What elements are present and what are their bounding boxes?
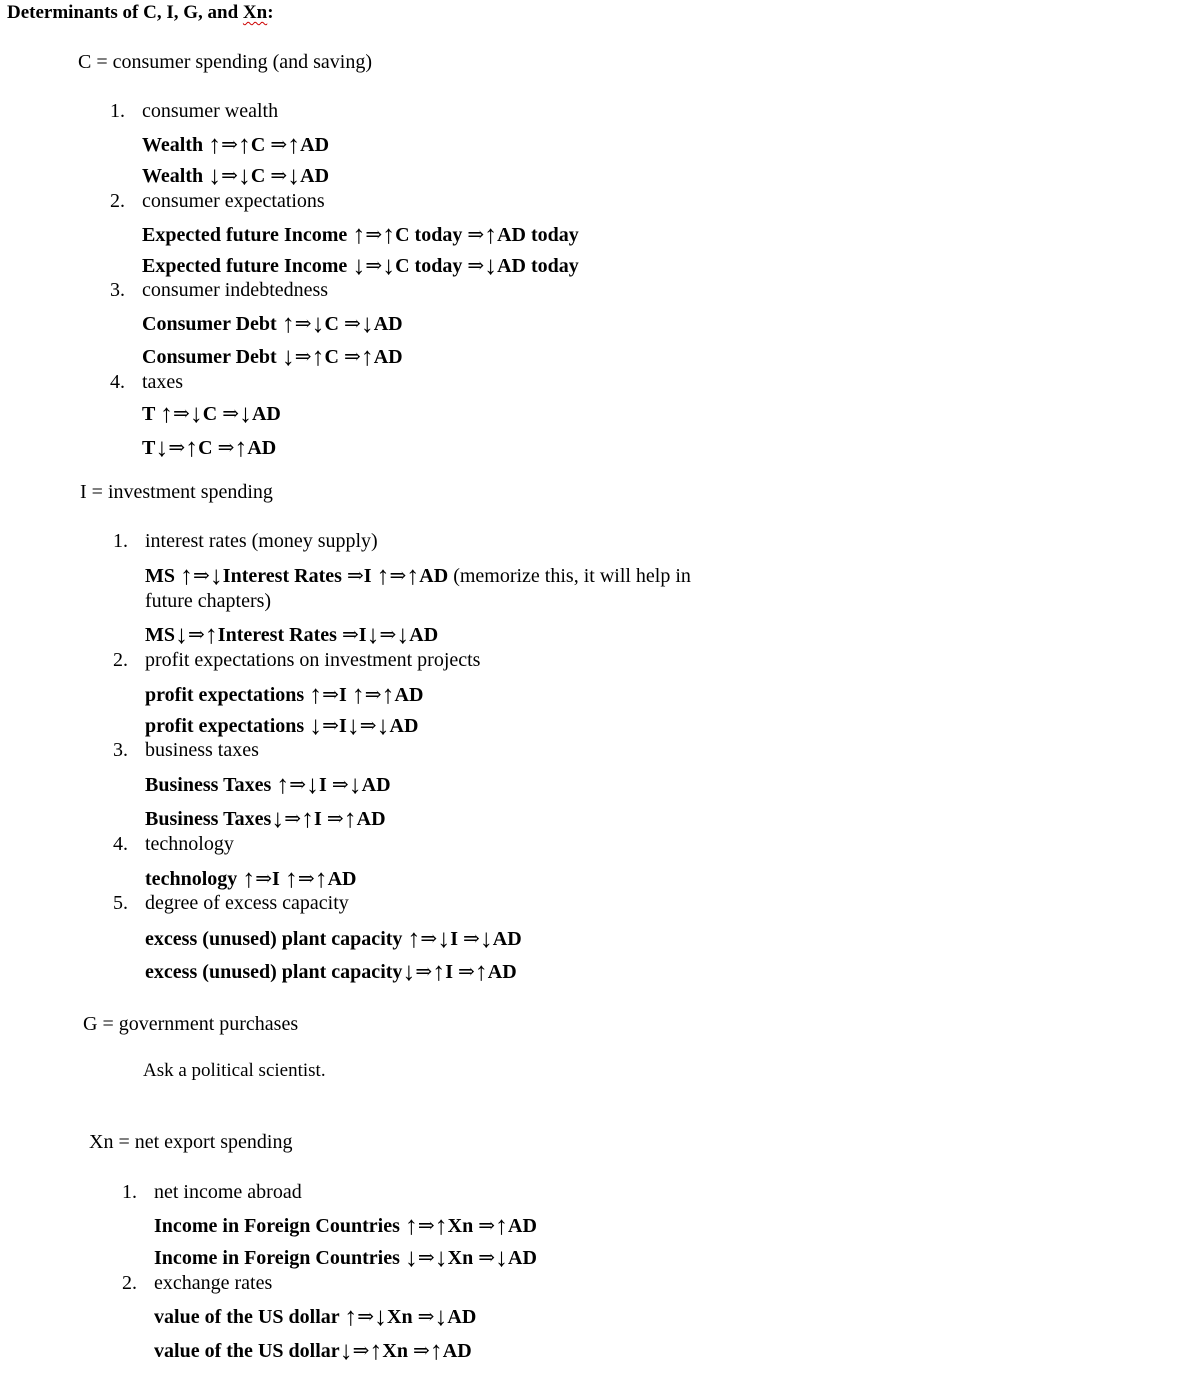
rule-line: Consumer Debt ↑⇒↓C ⇒↓AD bbox=[142, 309, 403, 338]
section-heading-xn: Xn = net export spending bbox=[89, 1131, 293, 1153]
list-item: 2. consumer expectations bbox=[110, 190, 325, 212]
rule-line: technology ↑⇒I ↑⇒↑AD bbox=[145, 864, 357, 893]
implies-arrow-icon: ⇒ bbox=[270, 165, 288, 187]
rule-line: Consumer Debt ↓⇒↑C ⇒↑AD bbox=[142, 342, 403, 371]
rule-line: value of the US dollar ↑⇒↓Xn ⇒↓AD bbox=[154, 1302, 477, 1331]
down-arrow-icon: ↓ bbox=[281, 342, 295, 371]
rule-line: MS ↑⇒↓Interest Rates ⇒I ↑⇒↑AD (memorize this, it will help in bbox=[145, 561, 691, 590]
up-arrow-icon: ↑ bbox=[208, 130, 222, 159]
list-item: 3. business taxes bbox=[113, 739, 259, 761]
implies-arrow-icon: ⇒ bbox=[346, 565, 364, 587]
implies-arrow-icon: ⇒ bbox=[331, 774, 349, 796]
list-item: 1. interest rates (money supply) bbox=[113, 530, 378, 552]
implies-arrow-icon: ⇒ bbox=[413, 1340, 430, 1362]
rule-note: future chapters) bbox=[145, 590, 272, 612]
implies-arrow-icon: ⇒ bbox=[193, 565, 210, 587]
down-arrow-icon: ↓ bbox=[238, 399, 252, 428]
implies-arrow-icon: ⇒ bbox=[341, 624, 359, 646]
implies-arrow-icon: ⇒ bbox=[343, 313, 361, 335]
implies-arrow-icon: ⇒ bbox=[359, 715, 377, 737]
implies-arrow-icon: ⇒ bbox=[417, 1306, 435, 1328]
up-arrow-icon: ↑ bbox=[474, 957, 488, 986]
up-arrow-icon: ↑ bbox=[237, 130, 251, 159]
rule-line: profit expectations ↓⇒I↓⇒↓AD bbox=[145, 711, 419, 740]
up-arrow-icon: ↑ bbox=[360, 342, 374, 371]
up-arrow-icon: ↑ bbox=[429, 1336, 443, 1365]
up-arrow-icon: ↑ bbox=[382, 220, 396, 249]
list-item: 2. profit expectations on investment projects bbox=[113, 649, 481, 671]
down-arrow-icon: ↓ bbox=[366, 620, 380, 649]
section-heading-i: I = investment spending bbox=[80, 481, 273, 503]
implies-arrow-icon: ⇒ bbox=[222, 403, 239, 425]
down-arrow-icon: ↓ bbox=[484, 251, 498, 280]
up-arrow-icon: ↑ bbox=[343, 804, 357, 833]
down-arrow-icon: ↓ bbox=[287, 161, 301, 190]
rule-line: Income in Foreign Countries ↑⇒↑Xn ⇒↑AD bbox=[154, 1211, 537, 1240]
down-arrow-icon: ↓ bbox=[311, 309, 325, 338]
up-arrow-icon: ↑ bbox=[351, 680, 365, 709]
rule-line: profit expectations ↑⇒I ↑⇒↑AD bbox=[145, 680, 424, 709]
list-item: 1. consumer wealth bbox=[110, 100, 279, 122]
down-arrow-icon: ↓ bbox=[404, 1243, 418, 1272]
implies-arrow-icon: ⇒ bbox=[294, 346, 312, 368]
down-arrow-icon: ↓ bbox=[434, 1243, 448, 1272]
up-arrow-icon: ↑ bbox=[407, 924, 421, 953]
implies-arrow-icon: ⇒ bbox=[415, 961, 433, 983]
implies-arrow-icon: ⇒ bbox=[457, 961, 475, 983]
down-arrow-icon: ↓ bbox=[374, 1302, 388, 1331]
implies-arrow-icon: ⇒ bbox=[297, 868, 315, 890]
implies-arrow-icon: ⇒ bbox=[467, 255, 485, 277]
rule-line: T ↑⇒↓C ⇒↓AD bbox=[142, 399, 281, 428]
implies-arrow-icon: ⇒ bbox=[478, 1215, 495, 1237]
down-arrow-icon: ↓ bbox=[209, 561, 223, 590]
down-arrow-icon: ↓ bbox=[382, 251, 396, 280]
up-arrow-icon: ↑ bbox=[311, 342, 325, 371]
up-arrow-icon: ↑ bbox=[434, 1211, 448, 1240]
up-arrow-icon: ↑ bbox=[276, 770, 290, 799]
section-heading-g: G = government purchases bbox=[83, 1013, 299, 1035]
up-arrow-icon: ↑ bbox=[404, 1211, 418, 1240]
implies-arrow-icon: ⇒ bbox=[289, 774, 307, 796]
implies-arrow-icon: ⇒ bbox=[188, 624, 205, 646]
rule-line: Expected future Income ↑⇒↑C today ⇒↑AD today bbox=[142, 220, 579, 249]
rule-line: Expected future Income ↓⇒↓C today ⇒↓AD today bbox=[142, 251, 579, 280]
down-arrow-icon: ↓ bbox=[339, 1336, 353, 1365]
up-arrow-icon: ↑ bbox=[204, 620, 218, 649]
down-arrow-icon: ↓ bbox=[402, 957, 416, 986]
implies-arrow-icon: ⇒ bbox=[365, 224, 383, 246]
implies-arrow-icon: ⇒ bbox=[364, 684, 382, 706]
implies-arrow-icon: ⇒ bbox=[221, 165, 238, 187]
up-arrow-icon: ↑ bbox=[432, 957, 446, 986]
down-arrow-icon: ↓ bbox=[309, 711, 323, 740]
section-text: Ask a political scientist. bbox=[143, 1060, 326, 1081]
list-item: 3. consumer indebtedness bbox=[110, 279, 329, 301]
up-arrow-icon: ↑ bbox=[344, 1302, 358, 1331]
implies-arrow-icon: ⇒ bbox=[172, 403, 190, 425]
up-arrow-icon: ↑ bbox=[180, 561, 194, 590]
down-arrow-icon: ↓ bbox=[346, 711, 360, 740]
implies-arrow-icon: ⇒ bbox=[365, 255, 383, 277]
down-arrow-icon: ↓ bbox=[437, 924, 451, 953]
implies-arrow-icon: ⇒ bbox=[270, 134, 288, 156]
up-arrow-icon: ↑ bbox=[406, 561, 420, 590]
rule-line: Business Taxes ↑⇒↓I ⇒↓AD bbox=[145, 770, 391, 799]
up-arrow-icon: ↑ bbox=[484, 220, 498, 249]
implies-arrow-icon: ⇒ bbox=[322, 684, 339, 706]
rule-line: excess (unused) plant capacity ↑⇒↓I ⇒↓AD bbox=[145, 924, 522, 953]
down-arrow-icon: ↓ bbox=[352, 251, 366, 280]
down-arrow-icon: ↓ bbox=[360, 309, 374, 338]
rule-line: Wealth ↓⇒↓C ⇒↓AD bbox=[142, 161, 330, 190]
implies-arrow-icon: ⇒ bbox=[352, 1340, 370, 1362]
implies-arrow-icon: ⇒ bbox=[467, 224, 485, 246]
implies-arrow-icon: ⇒ bbox=[417, 1215, 435, 1237]
implies-arrow-icon: ⇒ bbox=[478, 1247, 495, 1269]
rule-line: Income in Foreign Countries ↓⇒↓Xn ⇒↓AD bbox=[154, 1243, 537, 1272]
rule-line: excess (unused) plant capacity↓⇒↑I ⇒↑AD bbox=[145, 957, 517, 986]
implies-arrow-icon: ⇒ bbox=[389, 565, 407, 587]
rule-line: Wealth ↑⇒↑C ⇒↑AD bbox=[142, 130, 330, 159]
down-arrow-icon: ↓ bbox=[434, 1302, 448, 1331]
implies-arrow-icon: ⇒ bbox=[420, 928, 438, 950]
down-arrow-icon: ↓ bbox=[306, 770, 320, 799]
up-arrow-icon: ↑ bbox=[376, 561, 390, 590]
up-arrow-icon: ↑ bbox=[284, 864, 298, 893]
up-arrow-icon: ↑ bbox=[159, 399, 173, 428]
up-arrow-icon: ↑ bbox=[495, 1211, 508, 1240]
down-arrow-icon: ↓ bbox=[189, 399, 203, 428]
implies-arrow-icon: ⇒ bbox=[255, 868, 273, 890]
rule-line: value of the US dollar↓⇒↑Xn ⇒↑AD bbox=[154, 1336, 472, 1365]
implies-arrow-icon: ⇒ bbox=[221, 134, 238, 156]
implies-arrow-icon: ⇒ bbox=[322, 715, 339, 737]
down-arrow-icon: ↓ bbox=[175, 620, 189, 649]
implies-arrow-icon: ⇒ bbox=[326, 808, 344, 830]
page-title: Determinants of C, I, G, and Xn: bbox=[7, 2, 274, 23]
list-item: 4. technology bbox=[113, 833, 234, 855]
down-arrow-icon: ↓ bbox=[348, 770, 362, 799]
down-arrow-icon: ↓ bbox=[155, 433, 169, 462]
implies-arrow-icon: ⇒ bbox=[357, 1306, 375, 1328]
list-item: 5. degree of excess capacity bbox=[113, 892, 349, 914]
implies-arrow-icon: ⇒ bbox=[217, 437, 235, 459]
implies-arrow-icon: ⇒ bbox=[417, 1247, 435, 1269]
rule-line: T↓⇒↑C ⇒↑AD bbox=[142, 433, 277, 462]
up-arrow-icon: ↑ bbox=[281, 309, 295, 338]
up-arrow-icon: ↑ bbox=[314, 864, 328, 893]
down-arrow-icon: ↓ bbox=[271, 804, 285, 833]
up-arrow-icon: ↑ bbox=[242, 864, 256, 893]
down-arrow-icon: ↓ bbox=[495, 1243, 508, 1272]
list-item: 4. taxes bbox=[110, 371, 184, 393]
up-arrow-icon: ↑ bbox=[185, 433, 199, 462]
implies-arrow-icon: ⇒ bbox=[379, 624, 397, 646]
up-arrow-icon: ↑ bbox=[287, 130, 301, 159]
down-arrow-icon: ↓ bbox=[237, 161, 251, 190]
down-arrow-icon: ↓ bbox=[376, 711, 390, 740]
up-arrow-icon: ↑ bbox=[381, 680, 395, 709]
spellcheck-word: Xn bbox=[242, 2, 268, 23]
up-arrow-icon: ↑ bbox=[301, 804, 315, 833]
implies-arrow-icon: ⇒ bbox=[294, 313, 312, 335]
implies-arrow-icon: ⇒ bbox=[343, 346, 361, 368]
up-arrow-icon: ↑ bbox=[234, 433, 248, 462]
up-arrow-icon: ↑ bbox=[352, 220, 366, 249]
list-item: 2. exchange rates bbox=[122, 1272, 273, 1294]
implies-arrow-icon: ⇒ bbox=[462, 928, 480, 950]
down-arrow-icon: ↓ bbox=[479, 924, 493, 953]
up-arrow-icon: ↑ bbox=[369, 1336, 383, 1365]
list-item: 1. net income abroad bbox=[122, 1181, 302, 1203]
down-arrow-icon: ↓ bbox=[396, 620, 410, 649]
rule-line: Business Taxes↓⇒↑I ⇒↑AD bbox=[145, 804, 386, 833]
rule-line: MS↓⇒↑Interest Rates ⇒I↓⇒↓AD bbox=[145, 620, 439, 649]
implies-arrow-icon: ⇒ bbox=[284, 808, 302, 830]
down-arrow-icon: ↓ bbox=[208, 161, 222, 190]
up-arrow-icon: ↑ bbox=[309, 680, 323, 709]
section-heading-c: C = consumer spending (and saving) bbox=[78, 51, 373, 73]
implies-arrow-icon: ⇒ bbox=[168, 437, 186, 459]
